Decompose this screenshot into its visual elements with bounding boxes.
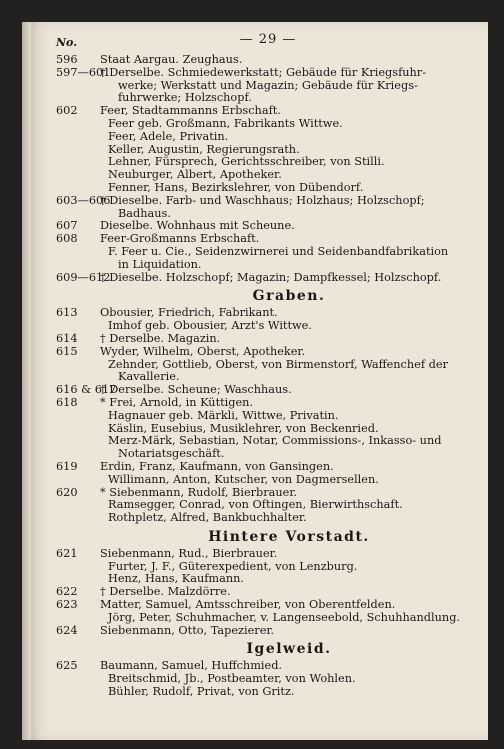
entry-text: Feer geb. Großmann, Fabrikants Wittwe. bbox=[108, 116, 343, 130]
entry-text: Keller, Augustin, Regierungsrath. bbox=[108, 142, 300, 156]
house-number: 613 bbox=[56, 306, 78, 320]
entry-text: Willimann, Anton, Kutscher, von Dagmersellen. bbox=[108, 472, 379, 486]
house-number: 615 bbox=[56, 344, 78, 358]
house-number: 618 bbox=[56, 395, 78, 409]
resident-entry bbox=[56, 612, 482, 625]
entry-text: † Derselbe. Malzdörre. bbox=[100, 585, 231, 599]
entry-text: Imhof geb. Obousier, Arzt's Wittwe. bbox=[108, 319, 312, 333]
house-entry bbox=[56, 272, 482, 285]
entry-text: † Dieselbe. Farb- und Waschhaus; Holzhaus; Holzschopf; bbox=[100, 193, 425, 207]
house-entry bbox=[56, 346, 482, 359]
entry-text: Lehner, Fürsprech, Gerichtsschreiber, von Stilli. bbox=[108, 155, 385, 169]
entry-text: Wyder, Wilhelm, Oberst, Apotheker. bbox=[100, 344, 306, 358]
entry-text: Siebenmann, Rud., Bierbrauer. bbox=[100, 546, 278, 560]
house-number: 602 bbox=[56, 104, 78, 118]
entry-text: Ramsegger, Conrad, von Oftingen, Bierwirthschaft. bbox=[108, 498, 403, 512]
house-entry bbox=[56, 397, 482, 410]
street-heading: Igelweid. bbox=[246, 641, 332, 658]
house-number: 625 bbox=[56, 659, 78, 673]
entry-text: Feer, Stadtammanns Erbschaft. bbox=[100, 104, 281, 118]
entry-text: Fenner, Hans, Bezirkslehrer, von Dübendorf. bbox=[108, 180, 364, 194]
resident-entry bbox=[56, 474, 482, 487]
house-number: 608 bbox=[56, 232, 78, 246]
entry-text: Henz, Hans, Kaufmann. bbox=[108, 572, 245, 586]
entry-text: Badhaus. bbox=[118, 206, 171, 220]
entry-text: Bühler, Rudolf, Privat, von Gritz. bbox=[108, 685, 295, 699]
house-entry bbox=[56, 599, 482, 612]
house-number: 624 bbox=[56, 623, 78, 637]
entry-text: Jörg, Peter, Schuhmacher, v. Langenseebold, Schuhhandlung. bbox=[108, 610, 461, 624]
resident-entry bbox=[56, 246, 482, 259]
house-number: 609—612 bbox=[56, 270, 111, 284]
house-number: 623 bbox=[56, 598, 78, 612]
house-number: 622 bbox=[56, 585, 78, 599]
continuation-line bbox=[56, 259, 482, 272]
number-column-label: No. bbox=[56, 36, 78, 49]
house-number: 620 bbox=[56, 485, 78, 499]
entry-text: Feer-Großmanns Erbschaft. bbox=[100, 232, 260, 246]
entry-text: † Derselbe. Schmiedewerkstatt; Gebäude für Kriegsfuhr- bbox=[100, 65, 427, 79]
entry-text: Hagnauer geb. Märkli, Wittwe, Privatin. bbox=[108, 408, 339, 422]
entry-text: † Dieselbe. Holzschopf; Magazin; Dampfkessel; Holzschopf. bbox=[100, 270, 442, 284]
entry-text: Feer, Adele, Privatin. bbox=[108, 129, 229, 143]
entry-text: Baumann, Samuel, Huffchmied. bbox=[100, 659, 283, 673]
entry-text: Neuburger, Albert, Apotheker. bbox=[108, 168, 282, 182]
entry-text: Furter, J. F., Güterexpedient, von Lenzburg. bbox=[108, 559, 358, 573]
house-entry bbox=[56, 625, 482, 638]
entry-text: Staat Aargau. Zeughaus. bbox=[100, 53, 243, 66]
entry-text: † Derselbe. Scheune; Waschhaus. bbox=[100, 383, 292, 397]
entry-text: Siebenmann, Otto, Tapezierer. bbox=[100, 623, 275, 637]
entry-text: Dieselbe. Wohnhaus mit Scheune. bbox=[100, 219, 295, 233]
house-entry bbox=[56, 67, 482, 80]
directory-listing bbox=[56, 54, 482, 699]
street-heading: Hintere Vorstadt. bbox=[208, 528, 370, 545]
house-entry bbox=[56, 333, 482, 346]
continuation-line bbox=[56, 448, 482, 461]
entry-text: Merz-Märk, Sebastian, Notar, Commissions-, Inkasso- und bbox=[108, 434, 442, 448]
house-number: 619 bbox=[56, 459, 78, 473]
page-number: — 29 — bbox=[239, 32, 297, 47]
house-number: 607 bbox=[56, 219, 78, 233]
entry-text: Notariatsgeschäft. bbox=[118, 447, 225, 461]
house-number: 597—601 bbox=[56, 65, 111, 79]
entry-text: Käslin, Eusebius, Musiklehrer, von Beckenried. bbox=[108, 421, 379, 435]
entry-text: werke; Werkstatt und Magazin; Gebäude für Kriegs- bbox=[118, 78, 418, 92]
house-entry bbox=[56, 461, 482, 474]
entry-text: Obousier, Friedrich, Fabrikant. bbox=[100, 306, 278, 320]
entry-text: Breitschmid, Jb., Postbeamter, von Wohlen. bbox=[108, 672, 356, 686]
street-heading: Graben. bbox=[252, 288, 326, 305]
house-number: 596 bbox=[56, 53, 78, 66]
house-number: 621 bbox=[56, 546, 78, 560]
resident-entry bbox=[56, 686, 482, 699]
page-spine-shadow bbox=[22, 22, 31, 740]
entry-text: * Siebenmann, Rudolf, Bierbrauer. bbox=[100, 485, 298, 499]
house-entry bbox=[56, 54, 482, 67]
house-entry bbox=[56, 548, 482, 561]
resident-entry bbox=[56, 512, 482, 525]
page-header bbox=[56, 32, 480, 50]
resident-entry bbox=[56, 131, 482, 144]
entry-text: in Liquidation. bbox=[118, 257, 202, 271]
entry-text: Rothpletz, Alfred, Bankbuchhalter. bbox=[108, 511, 307, 525]
resident-entry bbox=[56, 182, 482, 195]
entry-text: Zehnder, Gottlieb, Oberst, von Birmenstorf, Waffenchef der bbox=[108, 357, 448, 371]
entry-text: Kavallerie. bbox=[118, 370, 180, 384]
entry-text: † Derselbe. Magazin. bbox=[100, 331, 221, 345]
entry-text: F. Feer u. Cie., Seidenzwirnerei und Seidenbandfabrikation bbox=[108, 244, 449, 258]
book-page bbox=[22, 22, 488, 740]
entry-text: fuhrwerke; Holzschopf. bbox=[118, 91, 252, 105]
entry-text: Matter, Samuel, Amtsschreiber, von Oberentfelden. bbox=[100, 598, 396, 612]
entry-text: * Frei, Arnold, in Küttigen. bbox=[100, 395, 254, 409]
house-number: 614 bbox=[56, 331, 78, 345]
house-number: 616 & 617 bbox=[56, 383, 117, 397]
house-entry bbox=[56, 195, 482, 208]
house-entry bbox=[56, 384, 482, 397]
entry-text: Erdin, Franz, Kaufmann, von Gansingen. bbox=[100, 459, 334, 473]
resident-entry bbox=[56, 410, 482, 423]
resident-entry bbox=[56, 118, 482, 131]
house-number: 603—606 bbox=[56, 193, 111, 207]
